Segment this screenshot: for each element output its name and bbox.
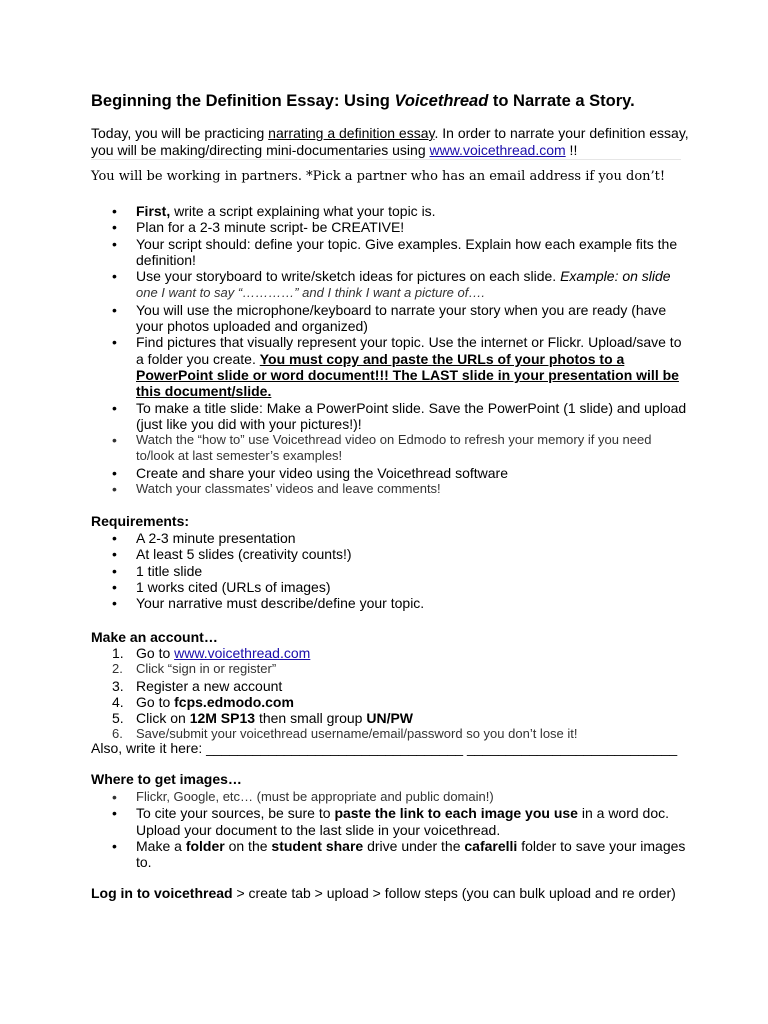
- voicethread-link[interactable]: www.voicethread.com: [429, 142, 566, 158]
- write-here-line: Also, write it here: _________________________________ ___________________________: [91, 740, 678, 756]
- list-item: • To cite your sources, be sure to paste the link to each image you use in a word doc. Upload your document to the last slide in your voicethread.: [91, 805, 691, 838]
- list-item: • Use your storyboard to write/sketch ideas for pictures on each slide. Example: on slide one I want to say “…………” and I think I want a picture of….: [91, 268, 691, 302]
- list-item: • First, write a script explaining what your topic is.: [91, 203, 691, 219]
- account-heading: Make an account…: [91, 629, 218, 645]
- title-voicethread: Voicethread: [394, 92, 489, 110]
- list-item: • You will use the microphone/keyboard to narrate your story when you are ready (have your photos uploaded and organized): [91, 302, 691, 335]
- list-item: 3. Register a new account: [112, 677, 283, 694]
- list-item: • Your script should: define your topic. Give examples. Explain how each example fits the definition!: [91, 236, 691, 269]
- list-item: • A 2-3 minute presentation: [91, 530, 691, 546]
- account-steps: [91, 645, 691, 743]
- list-item: 1. Go to www.voicethread.com: [112, 645, 311, 661]
- list-item: 6. Save/submit your voicethread username/email/password so you don’t lose it!: [112, 726, 578, 742]
- list-item: 2. Click “sign in or register”: [112, 661, 277, 677]
- page-title: Beginning the Definition Essay: Using Voicethread to Narrate a Story.: [91, 92, 635, 110]
- list-item: • Find pictures that visually represent your topic. Use the internet or Flickr. Upload/save to a folder you create. You must copy and paste the URLs of your photos to a PowerPoint slide or word document!!! The LAST slide in your presentation will be this document/slide.: [91, 334, 691, 399]
- list-item: • Create and share your video using the Voicethread software: [91, 465, 691, 481]
- list-item: 4. Go to fcps.edmodo.com: [112, 693, 294, 710]
- images-heading: Where to get images…: [91, 771, 242, 787]
- list-item: • Make a folder on the student share drive under the cafarelli folder to save your images to.: [91, 838, 691, 871]
- divider: [91, 159, 681, 160]
- login-instructions: Log in to voicethread > create tab > upload > follow steps (you can bulk upload and re order): [91, 885, 676, 901]
- list-item: 5. Click on 12M SP13 then small group UN/PW: [112, 710, 414, 727]
- list-item: • Flickr, Google, etc… (must be appropriate and public domain!): [91, 789, 691, 805]
- requirements-heading: Requirements:: [91, 513, 190, 529]
- list-item: • 1 title slide: [91, 563, 691, 579]
- list-item: • At least 5 slides (creativity counts!): [91, 546, 691, 562]
- list-item: • Your narrative must describe/define your topic.: [91, 595, 691, 611]
- images-list: [91, 789, 691, 870]
- partners-note: You will be working in partners. *Pick a partner who has an email address if you don’t!: [91, 169, 666, 184]
- intro-paragraph: Today, you will be practicing narrating a definition essay. In order to narrate your definition essay, you will be making/directing mini-documentaries using www.voicethread.com !!: [91, 125, 689, 158]
- list-item: • Watch your classmates’ videos and leave comments!: [91, 481, 691, 497]
- requirements-list: [91, 530, 691, 611]
- intro-underlined: narrating a definition essay: [268, 125, 435, 141]
- list-item: • To make a title slide: Make a PowerPoint slide. Save the PowerPoint (1 slide) and upload (just like you did with your pictures!)!: [91, 400, 691, 433]
- list-item: • 1 works cited (URLs of images): [91, 579, 691, 595]
- voicethread-link[interactable]: www.voicethread.com: [174, 645, 311, 661]
- list-item: • Plan for a 2-3 minute script- be CREATIVE!: [91, 219, 691, 235]
- steps-list: [91, 203, 691, 497]
- list-item: • Watch the “how to” use Voicethread video on Edmodo to refresh your memory if you need to/look at last semester’s examples!: [91, 432, 691, 465]
